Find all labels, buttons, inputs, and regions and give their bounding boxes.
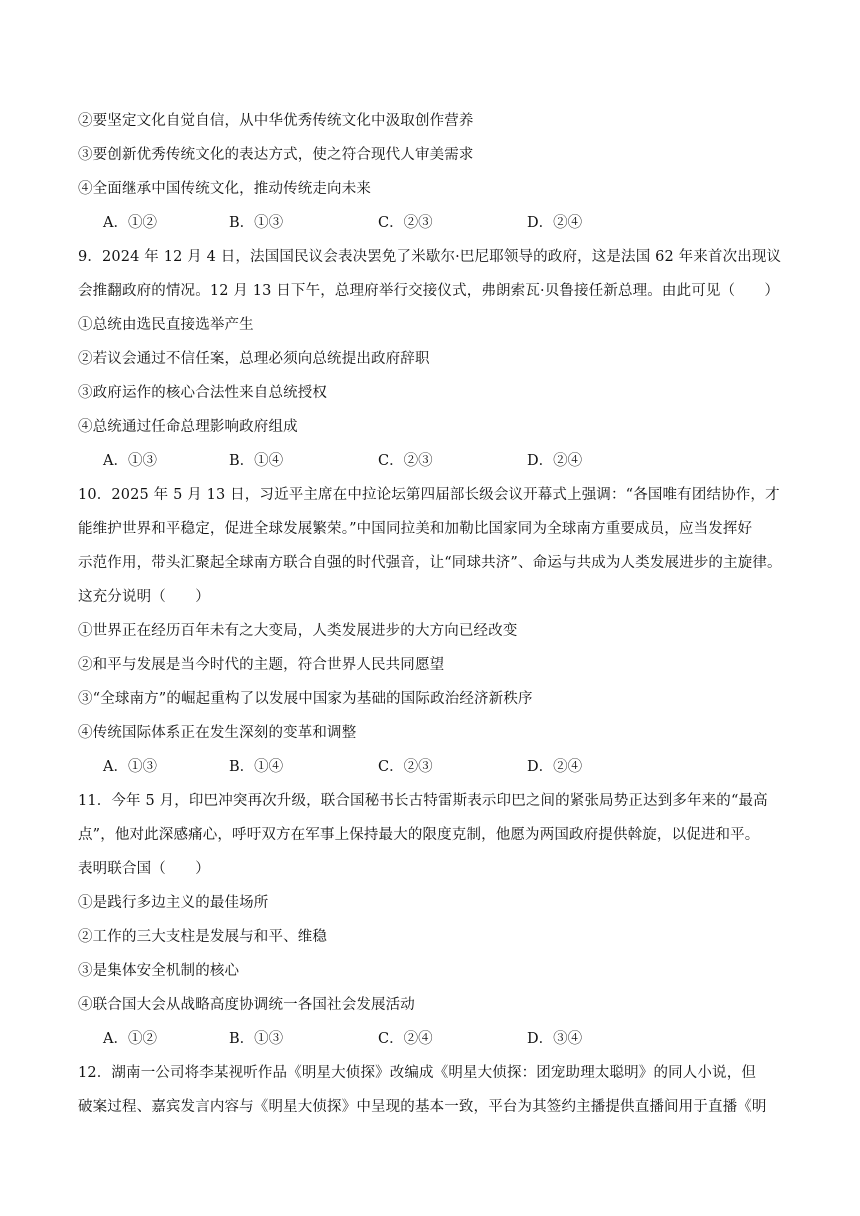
option-statement-line: ②和平与发展是当今时代的主题，符合世界人民共同愿望 — [78, 657, 445, 673]
question-10-text: 示范作用，带头汇聚起全球南方联合自强的时代强音，让“同球共济”、命运与共成为人类发展进步的主旋律。 — [78, 555, 782, 571]
option-statement-line: ③是集体安全机制的核心 — [78, 963, 240, 979]
question-10-text: 能维护世界和平稳定，促进全球发展繁荣。”中国同拉美和加勒比国家同为全球南方重要成员，应当发挥好 — [78, 521, 753, 537]
choice-c: C．②③ — [378, 215, 433, 231]
choice-c: C．②③ — [378, 453, 433, 469]
choice-b: B．①③ — [229, 1031, 284, 1047]
choice-d: D．②④ — [527, 215, 583, 231]
question-10-text: 10．2025 年 5 月 13 日，习近平主席在中拉论坛第四届部长级会议开幕式上强调：“各国唯有团结协作，才 — [78, 487, 780, 503]
choice-d: D．②④ — [527, 453, 583, 469]
question-9-text: 会推翻政府的情况。12 月 13 日下午，总理府举行交接仪式，弗朗索瓦·贝鲁接任新总理。由此可见（ ） — [78, 283, 780, 299]
choice-b: B．①③ — [229, 215, 284, 231]
option-statement-line: ①总统由选民直接选举产生 — [78, 317, 254, 333]
question-10-text: 这充分说明（ ） — [78, 589, 210, 605]
option-statement-line: ④传统国际体系正在发生深刻的变革和调整 — [78, 725, 357, 741]
question-11-text: 表明联合国（ ） — [78, 861, 210, 877]
option-statement-line: ④全面继承中国传统文化，推动传统走向未来 — [78, 181, 371, 197]
choice-a: A．①③ — [103, 759, 157, 775]
choice-c: C．②④ — [378, 1031, 433, 1047]
choice-a: A．①② — [103, 1031, 157, 1047]
choice-d: D．③④ — [527, 1031, 583, 1047]
choice-a: A．①③ — [103, 453, 157, 469]
choice-d: D．②④ — [527, 759, 583, 775]
option-statement-line: ③政府运作的核心合法性来自总统授权 — [78, 385, 328, 401]
option-statement-line: ③“全球南方”的崛起重构了以发展中国家为基础的国际政治经济新秩序 — [78, 691, 533, 707]
option-statement-line: ②工作的三大支柱是发展与和平、维稳 — [78, 929, 328, 945]
question-11-text: 点”，他对此深感痛心，呼吁双方在军事上保持最大的限度克制，他愿为两国政府提供斡旋，以促进和平。 — [78, 827, 760, 843]
option-statement-line: ④联合国大会从战略高度协调统一各国社会发展活动 — [78, 997, 415, 1013]
option-statement-line: ①是践行多边主义的最佳场所 — [78, 895, 269, 911]
option-statement-line: ③要创新优秀传统文化的表达方式，使之符合现代人审美需求 — [78, 147, 474, 163]
option-statement-line: ②若议会通过不信任案，总理必须向总统提出政府辞职 — [78, 351, 430, 367]
choice-b: B．①④ — [229, 453, 284, 469]
option-statement-line: ①世界正在经历百年未有之大变局，人类发展进步的大方向已经改变 — [78, 623, 518, 639]
question-11-text: 11．今年 5 月，印巴冲突再次升级，联合国秘书长古特雷斯表示印巴之间的紧张局势正达到多年来的“最高 — [78, 793, 768, 809]
choice-a: A．①② — [103, 215, 157, 231]
choice-b: B．①④ — [229, 759, 284, 775]
option-statement-line: ④总统通过任命总理影响政府组成 — [78, 419, 298, 435]
option-statement-line: ②要坚定文化自觉自信，从中华优秀传统文化中汲取创作营养 — [78, 113, 474, 129]
choice-c: C．②③ — [378, 759, 433, 775]
question-12-text: 破案过程、嘉宾发言内容与《明星大侦探》中呈现的基本一致，平台为其签约主播提供直播间用于直播《明 — [78, 1099, 767, 1115]
question-9-text: 9．2024 年 12 月 4 日，法国国民议会表决罢免了米歇尔·巴尼耶领导的政府，这是法国 62 年来首次出现议 — [78, 249, 782, 265]
question-12-text: 12．湖南一公司将李某视听作品《明星大侦探》改编成《明星大侦探：团宠助理太聪明》的同人小说，但 — [78, 1065, 756, 1081]
